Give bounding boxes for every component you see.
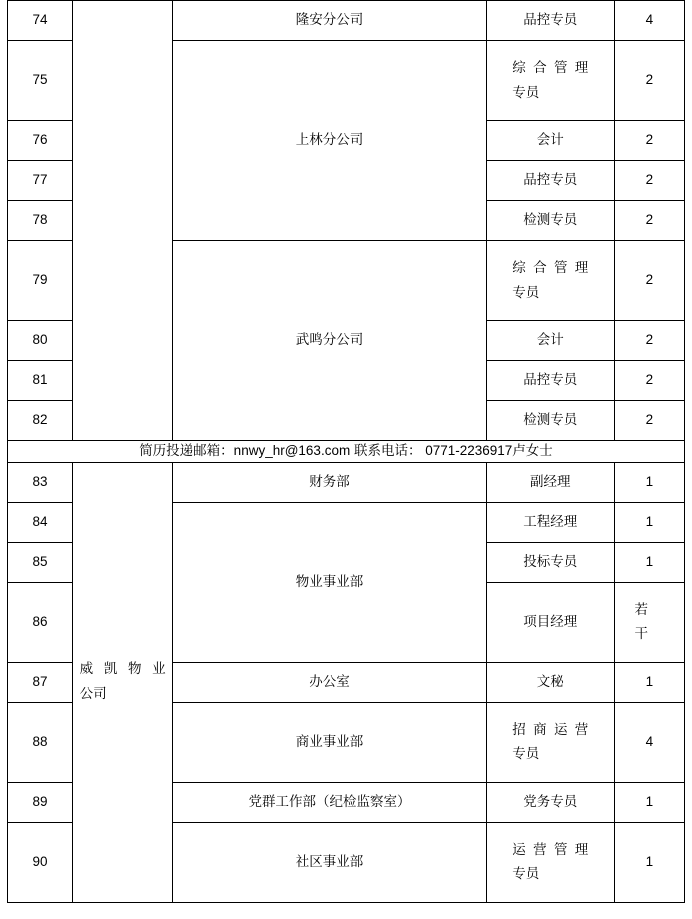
headcount-cell: 2 bbox=[614, 241, 684, 321]
table-row bbox=[8, 1, 685, 41]
headcount-cell: 2 bbox=[614, 321, 684, 361]
row-number: 79 bbox=[8, 241, 73, 321]
department-cell: 武鸣分公司 bbox=[173, 241, 486, 441]
row-number: 90 bbox=[8, 822, 73, 902]
unit-line-2: 公司 bbox=[79, 686, 107, 702]
position-cell: 副经理 bbox=[486, 462, 614, 502]
position-cell: 品控专员 bbox=[486, 361, 614, 401]
position-line-2: 专员 bbox=[512, 84, 540, 100]
headcount-cell: 2 bbox=[614, 201, 684, 241]
contact-note bbox=[8, 441, 685, 463]
position-cell bbox=[486, 822, 614, 902]
headcount-cell: 1 bbox=[614, 782, 684, 822]
row-number: 76 bbox=[8, 121, 73, 161]
row-number: 82 bbox=[8, 401, 73, 441]
row-number: 87 bbox=[8, 662, 73, 702]
table-row bbox=[8, 462, 685, 502]
headcount-cell: 1 bbox=[614, 822, 684, 902]
position-cell: 党务专员 bbox=[486, 782, 614, 822]
position-line-2: 专员 bbox=[512, 866, 540, 882]
row-number: 84 bbox=[8, 502, 73, 542]
position-cell: 品控专员 bbox=[486, 161, 614, 201]
position-cell: 工程经理 bbox=[486, 502, 614, 542]
unit-cell-empty bbox=[73, 1, 173, 441]
position-cell: 会计 bbox=[486, 121, 614, 161]
position-line-1: 综合管理 bbox=[512, 60, 589, 76]
contact-note-row bbox=[8, 441, 685, 463]
position-cell bbox=[486, 41, 614, 121]
headcount-cell: 1 bbox=[614, 542, 684, 582]
row-number: 77 bbox=[8, 161, 73, 201]
row-number: 78 bbox=[8, 201, 73, 241]
headcount-cell: 2 bbox=[614, 401, 684, 441]
contact-note-text: 简历投递邮箱：nnwy_hr@163.com 联系电话： 0771-2236917卢女士 bbox=[139, 443, 553, 458]
department-cell: 社区事业部 bbox=[173, 822, 486, 902]
position-cell: 投标专员 bbox=[486, 542, 614, 582]
department-cell: 物业事业部 bbox=[173, 502, 486, 662]
row-number: 83 bbox=[8, 462, 73, 502]
position-cell: 项目经理 bbox=[486, 582, 614, 662]
row-number: 81 bbox=[8, 361, 73, 401]
department-cell: 党群工作部（纪检监察室） bbox=[173, 782, 486, 822]
position-cell: 会计 bbox=[486, 321, 614, 361]
headcount-cell: 4 bbox=[614, 702, 684, 782]
department-cell: 办公室 bbox=[173, 662, 486, 702]
position-cell: 检测专员 bbox=[486, 401, 614, 441]
headcount-cell: 1 bbox=[614, 502, 684, 542]
department-cell: 财务部 bbox=[173, 462, 486, 502]
row-number: 86 bbox=[8, 582, 73, 662]
position-cell bbox=[486, 241, 614, 321]
row-number: 85 bbox=[8, 542, 73, 582]
department-cell: 隆安分公司 bbox=[173, 1, 486, 41]
unit-line-1: 威凯物业 bbox=[79, 661, 166, 677]
position-line-1: 运营管理 bbox=[512, 842, 589, 858]
department-cell: 商业事业部 bbox=[173, 702, 486, 782]
headcount-cell: 2 bbox=[614, 161, 684, 201]
row-number: 80 bbox=[8, 321, 73, 361]
headcount-cell bbox=[614, 582, 684, 662]
position-line-1: 招商运营 bbox=[512, 722, 589, 738]
headcount-cell: 2 bbox=[614, 361, 684, 401]
headcount-line-2: 干 bbox=[634, 626, 648, 642]
row-number: 75 bbox=[8, 41, 73, 121]
position-cell bbox=[486, 702, 614, 782]
position-cell: 品控专员 bbox=[486, 1, 614, 41]
headcount-line-1: 若 bbox=[634, 602, 648, 618]
position-cell: 文秘 bbox=[486, 662, 614, 702]
position-line-1: 综合管理 bbox=[512, 260, 589, 276]
headcount-cell: 1 bbox=[614, 462, 684, 502]
department-cell: 上林分公司 bbox=[173, 41, 486, 241]
recruitment-table bbox=[7, 0, 685, 903]
headcount-cell: 2 bbox=[614, 121, 684, 161]
position-cell: 检测专员 bbox=[486, 201, 614, 241]
position-line-2: 专员 bbox=[512, 284, 540, 300]
row-number: 89 bbox=[8, 782, 73, 822]
headcount-cell: 1 bbox=[614, 662, 684, 702]
row-number: 88 bbox=[8, 702, 73, 782]
unit-cell bbox=[73, 462, 173, 902]
headcount-cell: 2 bbox=[614, 41, 684, 121]
position-line-2: 专员 bbox=[512, 746, 540, 762]
row-number: 74 bbox=[8, 1, 73, 41]
headcount-cell: 4 bbox=[614, 1, 684, 41]
